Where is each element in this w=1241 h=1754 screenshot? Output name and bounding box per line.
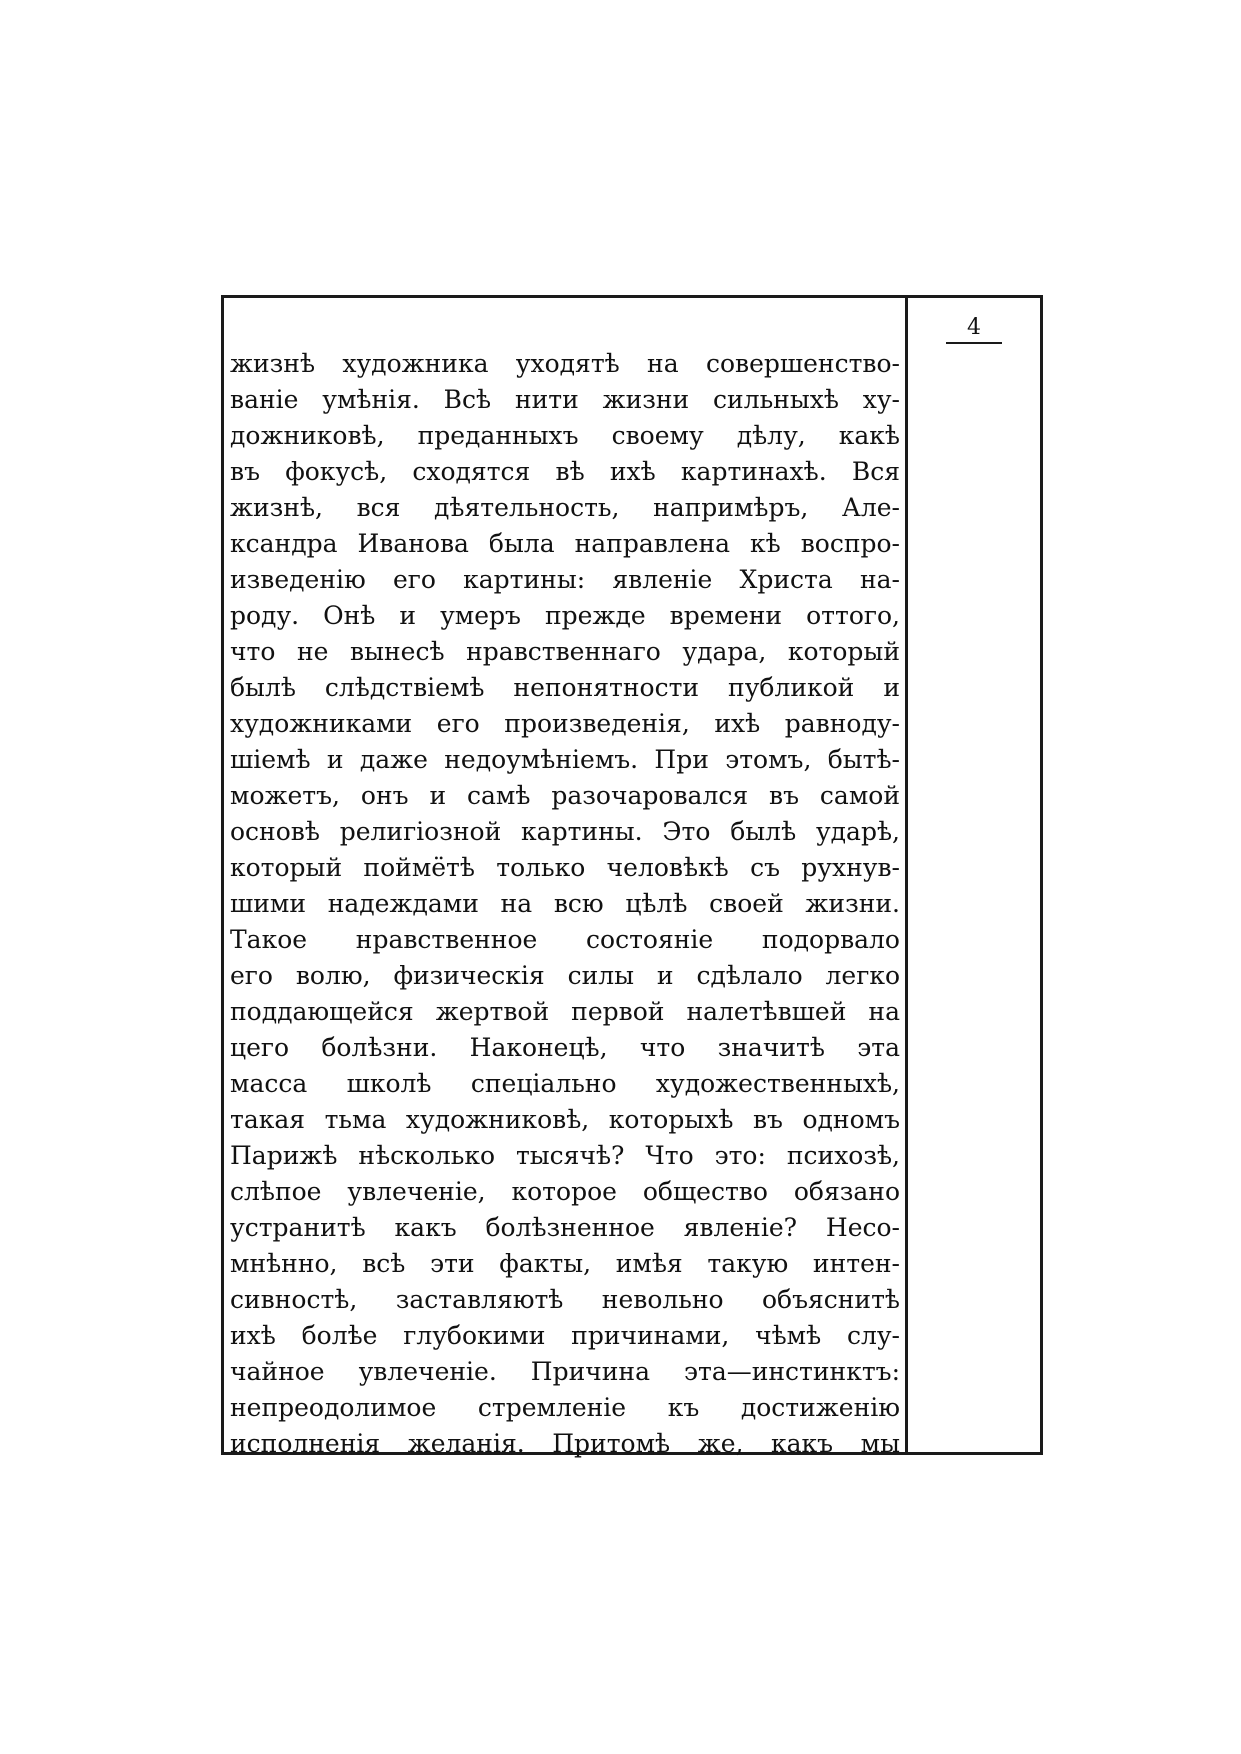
text-line: шими надеждами на всю цѣлѣ своей жизни. (230, 889, 900, 918)
text-line: поддающейся жертвой первой налетѣвшей на (230, 997, 900, 1026)
text-line: въ фокусѣ, сходятся вѣ ихѣ картинахѣ. Вся (230, 457, 900, 486)
text-line: шіемѣ и даже недоумѣніемъ. При этомъ, бытѣ- (230, 745, 900, 774)
text-line: что не вынесѣ нравственнаго удара, который (230, 637, 900, 666)
text-line: основѣ религіозной картины. Это былѣ ударѣ, (230, 817, 900, 846)
text-line: который поймётѣ только человѣкѣ съ рухнув- (230, 853, 900, 882)
text-line: ваніе умѣнія. Всѣ нити жизни сильныхѣ ху- (230, 385, 900, 414)
text-line: былѣ слѣдствіемѣ непонятности публикой и (230, 673, 900, 702)
text-line: можетъ, онъ и самѣ разочаровался въ самой (230, 781, 900, 810)
body-text (230, 346, 900, 1462)
text-line: жизнѣ, вся дѣятельность, напримѣръ, Але- (230, 493, 900, 522)
text-line: ксандра Иванова была направлена кѣ воспро- (230, 529, 900, 558)
text-line: цего болѣзни. Наконецѣ, что значитѣ эта (230, 1033, 900, 1062)
text-line: масса школѣ спеціально художественныхѣ, (230, 1069, 900, 1098)
text-line: мнѣнно, всѣ эти факты, имѣя такую интен- (230, 1249, 900, 1278)
text-line: его волю, физическія силы и сдѣлало легко (230, 961, 900, 990)
text-line: изведенію его картины: явленіе Христа на- (230, 565, 900, 594)
text-line: сивностѣ, заставляютѣ невольно объяснитѣ (230, 1285, 900, 1314)
page-number: 4 (946, 316, 1002, 344)
text-line: Парижѣ нѣсколько тысячѣ? Что это: психозѣ, (230, 1141, 900, 1170)
text-line: непреодолимое стремленіе къ достиженію (230, 1393, 900, 1422)
text-line: Такое нравственное состояніе подорвало (230, 925, 900, 954)
text-line: исполненія желанія. Притомѣ же, какъ мы (230, 1429, 900, 1458)
text-line: чайное увлеченіе. Причина эта—инстинктъ: (230, 1357, 900, 1386)
text-line: дожниковѣ, преданныхъ своему дѣлу, какѣ (230, 421, 900, 450)
text-line: слѣпое увлеченіе, которое общество обязано (230, 1177, 900, 1206)
text-line: такая тьма художниковѣ, которыхѣ въ одномъ (230, 1105, 900, 1134)
text-line: жизнѣ художника уходятѣ на совершенство- (230, 349, 900, 378)
text-line: ихѣ болѣе глубокими причинами, чѣмѣ слу- (230, 1321, 900, 1350)
text-line: роду. Онѣ и умеръ прежде времени оттого, (230, 601, 900, 630)
text-line: устранитѣ какъ болѣзненное явленіе? Несо- (230, 1213, 900, 1242)
text-line: художниками его произведенія, ихѣ равноду- (230, 709, 900, 738)
margin-divider (905, 297, 908, 1453)
